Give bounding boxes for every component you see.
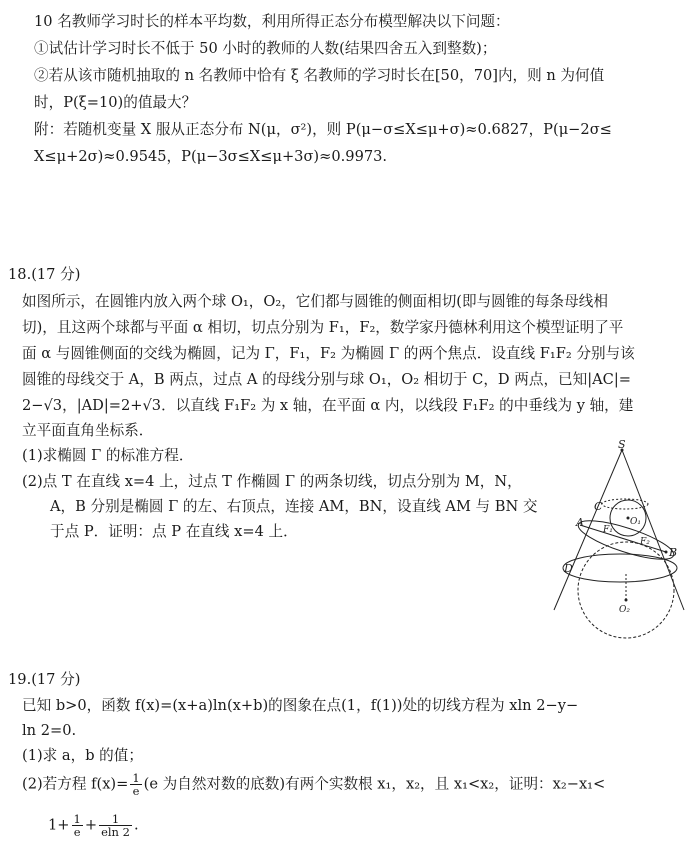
q19-subq-2-prefix: (2)若方程 f(x)= (22, 775, 129, 793)
q18-para-line-2: 切)，且这两个球都与平面 α 相切，切点分别为 F₁，F₂，数学家丹德林利用这个模型证明了平 (22, 319, 624, 336)
q19-subq-2-suffix: (e 为自然对数的底数)有两个实数根 x₁，x₂，且 x₁<x₂，证明：x₂−x₁< (143, 775, 606, 793)
q17-line-3: ②若从该市随机抽取的 n 名教师中恰有 ξ 名教师的学习时长在[50，70]内，则 n 为何值 (34, 67, 605, 84)
point-o2 (625, 599, 628, 602)
label-f2: F₂ (640, 537, 650, 547)
label-c: C (594, 500, 603, 513)
q18-para-line-6: 立平面直角坐标系． (22, 422, 154, 439)
fraction-one-over-e (130, 772, 141, 797)
expr-period: . (133, 816, 139, 834)
expr-plus: + (84, 816, 98, 834)
q18-heading: 18.(17 分) (8, 266, 81, 283)
q18-subq-2-line-3: 于点 P．证明：点 P 在直线 x=4 上． (50, 523, 298, 540)
frac2-numerator: 1 (99, 813, 132, 826)
tangent-circle-lower (563, 554, 677, 582)
q17-line-4: 时，P(ξ=10)的值最大？ (34, 94, 197, 111)
dandelin-spheres-figure (548, 440, 692, 640)
q18-para-line-4: 圆锥的母线交于 A，B 两点，过点 A 的母线分别与球 O₁，O₂ 相切于 C，D 两点，已知|AC|= (22, 371, 631, 388)
q19-heading: 19.(17 分) (8, 671, 81, 688)
q18-para-line-5: 2−√3，|AD|=2+√3．以直线 F₁F₂ 为 x 轴，在平面 α 内，以线段 F₁F₂ 的中垂线为 y 轴，建 (22, 397, 634, 414)
q18-para-line-3: 面 α 与圆锥侧面的交线为椭圆，记为 Γ，F₁，F₂ 为椭圆 Γ 的两个焦点．设直线 F₁F₂ 分别与该 (22, 345, 635, 362)
q18-subq-2-line-1: (2)点 T 在直线 x=4 上，过点 T 作椭圆 Γ 的两条切线，切点分别为 M，N， (22, 473, 522, 490)
cone-right-generatrix (622, 450, 684, 610)
point-b (665, 551, 668, 554)
q17-line-2: ①试估计学习时长不低于 50 小时的教师的人数(结果四舍五入到整数)； (34, 40, 497, 57)
q19-subq-1: (1)求 a，b 的值； (22, 747, 143, 764)
q19-line-2: ln 2=0. (22, 722, 77, 739)
label-o1: O₁ (630, 517, 641, 527)
frac-denominator: e (132, 784, 140, 798)
label-o2: O₂ (619, 605, 630, 615)
label-f1: F₁ (603, 525, 613, 535)
q19-line-1: 已知 b>0，函数 f(x)=(x+a)ln(x+b)的图象在点(1，f(1))处的切线方程为 xln 2−y− (22, 697, 579, 714)
label-s: S (618, 440, 626, 451)
fraction-1 (72, 813, 83, 838)
frac2-denominator: eln 2 (101, 825, 130, 839)
q17-appendix-line-2: X≤μ+2σ)≈0.9545，P(μ−3σ≤X≤μ+3σ)≈0.9973. (34, 148, 388, 165)
frac-numerator: 1 (132, 771, 140, 785)
q18-para-line-1: 如图所示，在圆锥内放入两个球 O₁，O₂，它们都与圆锥的侧面相切(即与圆锥的每条母线相 (22, 293, 608, 310)
q18-subq-1: (1)求椭圆 Γ 的标准方程． (22, 447, 194, 464)
q19-subq-2-line-1 (22, 772, 605, 797)
frac1-numerator: 1 (73, 812, 81, 826)
label-b: B (669, 546, 678, 559)
frac1-denominator: e (73, 825, 81, 839)
fraction-2 (99, 813, 132, 838)
q17-appendix-line-1: 附：若随机变量 X 服从正态分布 N(μ，σ²)，则 P(μ−σ≤X≤μ+σ)≈0.6827，P(μ−2σ≤ (34, 121, 612, 138)
q19-subq-2-line-2 (48, 813, 139, 838)
expr-prefix: 1+ (48, 816, 70, 834)
label-d: D (564, 562, 573, 575)
label-a: A (576, 516, 584, 529)
q18-subq-2-line-2: A，B 分别是椭圆 Γ 的左、右顶点，连接 AM，BN，设直线 AM 与 BN 交 (50, 498, 538, 515)
q17-line-1: 10 名教师学习时长的样本平均数，利用所得正态分布模型解决以下问题： (34, 13, 510, 30)
